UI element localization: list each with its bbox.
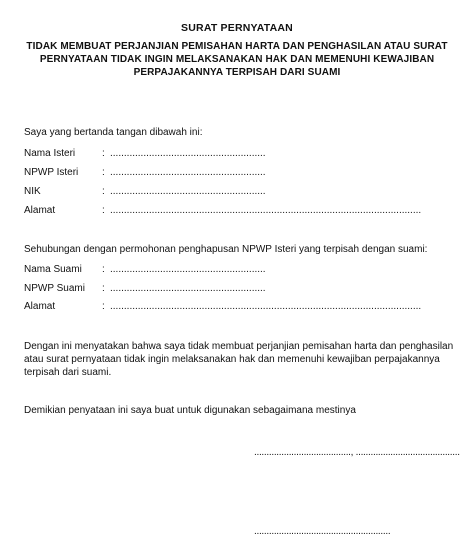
signature-blank: ....................................................... <box>254 526 391 537</box>
field-blank: ........................................................ <box>110 167 266 178</box>
field-colon: : <box>102 301 105 312</box>
subtitle-line: PERPAJAKANNYA TERPISAH DARI SUAMI <box>133 67 341 78</box>
wife-address-field <box>24 204 421 217</box>
field-colon: : <box>102 167 105 178</box>
field-label: NPWP Isteri <box>24 167 79 178</box>
field-label: Nama Suami <box>24 264 82 275</box>
field-blank: ........................................................ <box>110 186 266 197</box>
field-label: Alamat <box>24 205 56 216</box>
intro-text: Saya yang bertanda tangan dibawah ini: <box>24 127 203 138</box>
field-label: NIK <box>24 186 41 197</box>
field-blank: ........................................................ <box>110 148 266 159</box>
field-blank: ........................................................ <box>110 283 266 294</box>
field-colon: : <box>102 186 105 197</box>
context-text: Sehubungan dengan permohonan penghapusan NPWP Isteri yang terpisah dengan suami: <box>24 244 428 255</box>
husband-npwp-field <box>24 282 266 295</box>
document-title: SURAT PERNYATAAN <box>181 22 293 34</box>
statement-line: atau surat pernyataan tidak ingin melaksanakan hak dan memenuhi kewajiban perpajakannya <box>24 354 440 365</box>
subtitle-line: TIDAK MEMBUAT PERJANJIAN PEMISAHAN HARTA DAN PENGHASILAN ATAU SURAT <box>26 41 448 52</box>
husband-address-field <box>24 300 421 313</box>
document-subtitle <box>24 40 450 79</box>
field-colon: : <box>102 205 105 216</box>
field-blank: ................................................................................................................ <box>110 205 422 216</box>
husband-name-field <box>24 263 266 276</box>
field-label: Alamat <box>24 301 56 312</box>
wife-npwp-field <box>24 166 266 179</box>
statement-line: terpisah dari suami. <box>24 367 112 378</box>
wife-nik-field <box>24 185 266 198</box>
field-label: Nama Isteri <box>24 148 76 159</box>
place-date-blank: ......................................., .......................................... <box>254 447 460 458</box>
field-label: NPWP Suami <box>24 283 85 294</box>
field-blank: ........................................................ <box>110 264 266 275</box>
field-blank: ................................................................................................................ <box>110 301 422 312</box>
field-colon: : <box>102 264 105 275</box>
wife-name-field <box>24 147 266 160</box>
closing-text: Demikian penyataan ini saya buat untuk digunakan sebagaimana mestinya <box>24 405 356 416</box>
statement-text <box>24 340 454 379</box>
subtitle-line: PERNYATAAN TIDAK INGIN MELAKSANAKAN HAK DAN MEMENUHI KEWAJIBAN <box>39 54 435 65</box>
field-colon: : <box>102 148 105 159</box>
statement-line: Dengan ini menyatakan bahwa saya tidak membuat perjanjian pemisahan harta dan penghasilan <box>24 341 454 352</box>
field-colon: : <box>102 283 105 294</box>
